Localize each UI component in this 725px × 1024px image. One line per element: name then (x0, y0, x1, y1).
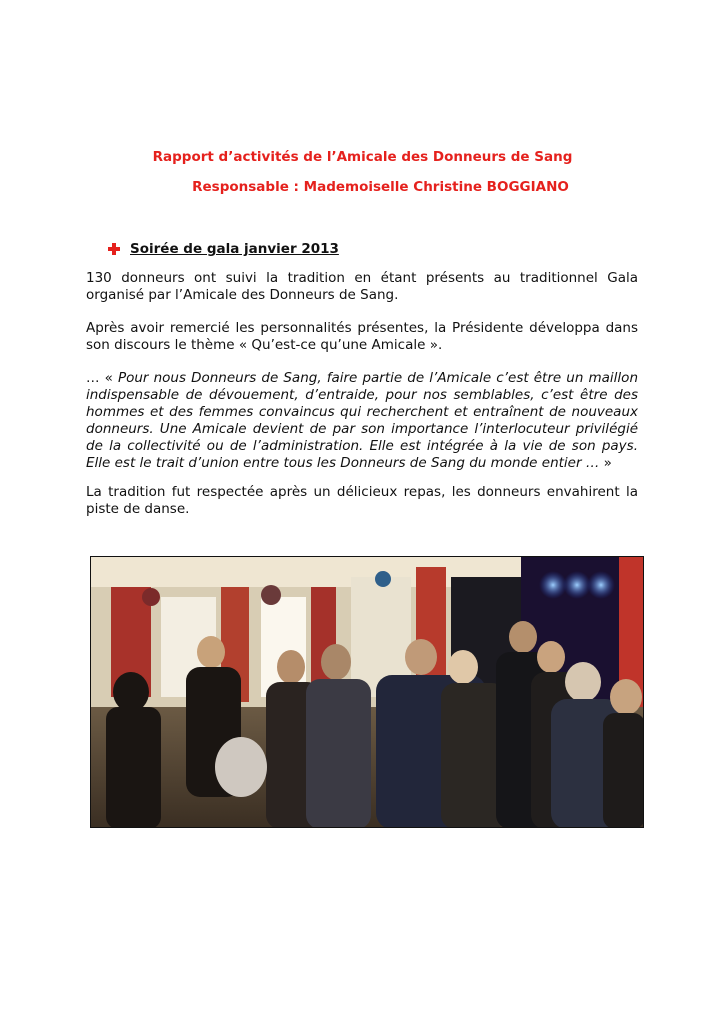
quote-suffix: » (599, 455, 612, 471)
gala-photo (90, 556, 644, 828)
quote-text: Pour nous Donneurs de Sang, faire partie de l’Amicale c’est être un maillon indispensable de dévouement, d’entraide, pour nos semblables, c’est être des hommes et des femmes convaincus qui recherchent et entraînent de nouveaux donneurs. Une Amicale devient de par son importance l’interlocuteur privilégié de la collectivité ou de l’administration. Elle est intégrée à la vie de son pays. Elle est le trait d’union entre tous les Donneurs de Sang du monde entier … (86, 370, 639, 471)
gala-photo-illustration (91, 557, 644, 828)
responsable-line: Responsable : Mademoiselle Christine BOGGIANO (192, 179, 569, 195)
section-heading (108, 241, 339, 257)
quote-prefix: … « (86, 370, 118, 386)
paragraph-quote (86, 370, 638, 472)
red-cross-icon (108, 243, 120, 255)
report-title: Rapport d’activités de l’Amicale des Donneurs de Sang (152, 149, 573, 165)
paragraph-speech: Après avoir remercié les personnalités présentes, la Présidente développa dans son discours le thème « Qu’est-ce qu’une Amicale ». (86, 320, 638, 353)
paragraph-attendance: 130 donneurs ont suivi la tradition en étant présents au traditionnel Gala organisé par l’Amicale des Donneurs de Sang. (86, 270, 638, 303)
paragraph-dance: La tradition fut respectée après un délicieux repas, les donneurs envahirent la piste de danse. (86, 484, 638, 517)
section-heading-text: Soirée de gala janvier 2013 (130, 241, 339, 257)
